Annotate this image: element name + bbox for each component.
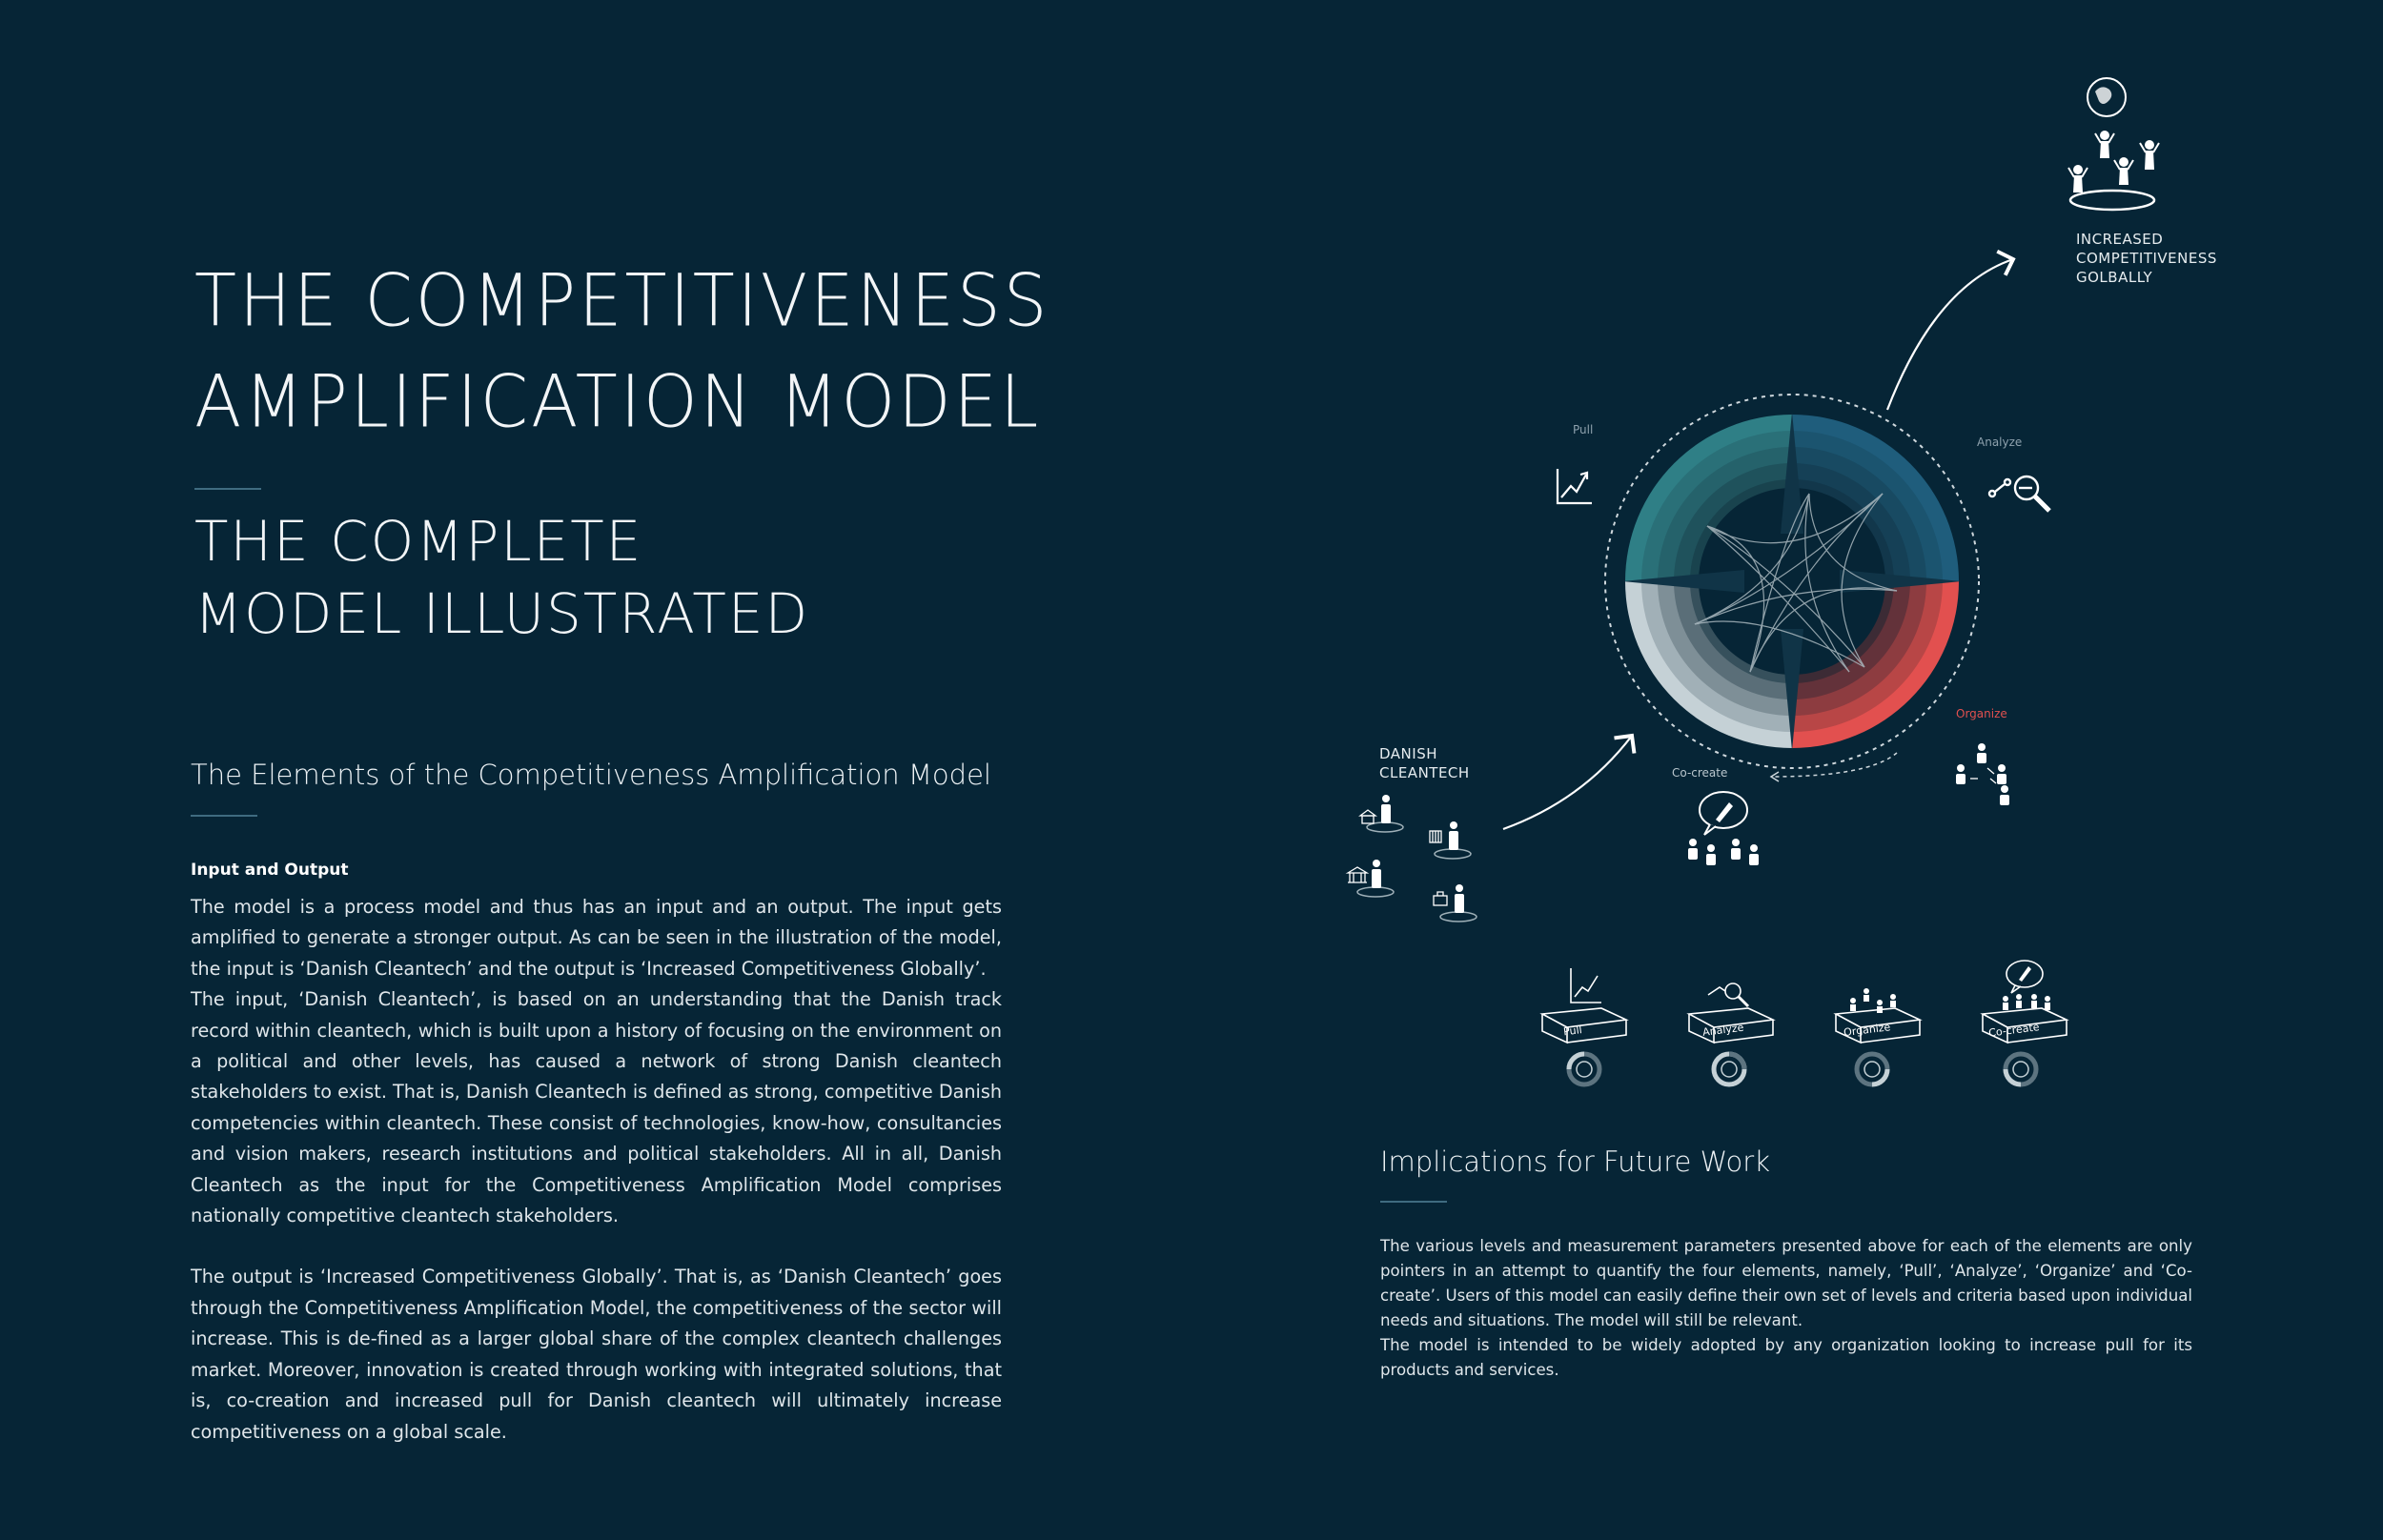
cocreate-speech-icon: [1700, 792, 1747, 835]
box-label-organize: Organize: [1843, 1021, 1891, 1040]
output-platform-icon: [2070, 191, 2154, 210]
globe-icon: [2088, 78, 2126, 116]
elements-paragraph-1: The model is a process model and thus has an input and an output. The input gets amplified to generate a stronger output. As can be seen in the illustration of the model, the input is ‘Danish Cleantech’ and the output is ‘Increased Competitiveness Globally’.: [191, 896, 1002, 980]
elements-body: [191, 892, 1002, 1448]
label-cocreate: Co-create: [1672, 766, 1728, 780]
title-line-2: AMPLIFICATION MODEL: [194, 358, 1042, 444]
elements-heading: The Elements of the Competitiveness Amplification Model: [191, 759, 991, 791]
input-people-icon: [1372, 795, 1464, 913]
organize-people-icon: [1956, 743, 2009, 805]
output-label-line-3: GOLBALLY: [2076, 269, 2153, 286]
implications-divider: [1380, 1201, 1447, 1203]
output-arrow: [1887, 259, 2013, 410]
input-output-heading: Input and Output: [191, 861, 349, 880]
subtitle-line-1: THE COMPLETE: [194, 509, 643, 574]
title-divider: [194, 488, 261, 490]
elements-paragraph-3: The output is ‘Increased Competitiveness Globally’. That is, as ‘Danish Cleantech’ goes through the Competitiveness Amplification Model, the competitiveness of the sector will increase. This is de-fined as a larger global share of the complex cleantech challenges market. Moreover, innovation is created through working with integrated solutions, that is, co-creation and increased pull for Danish cleantech will ultimately increase competitiveness on a global scale.: [191, 1266, 1002, 1443]
input-arrow: [1503, 736, 1632, 829]
box-label-analyze: Analyze: [1701, 1021, 1745, 1039]
input-label-line-1: DANISH: [1379, 745, 1437, 762]
box-pull: [1542, 968, 1626, 1043]
organize-arrows-icon: [1970, 768, 1996, 783]
elements-divider: [191, 815, 257, 817]
mini-dial-cocreate: [2006, 1054, 2036, 1084]
label-pull: Pull: [1573, 423, 1594, 436]
model-diagram: [1315, 57, 2269, 1105]
jumping-people-icon: [2073, 131, 2154, 192]
cocreate-dash-arrow: [1773, 753, 1897, 777]
implications-heading: Implications for Future Work: [1380, 1145, 1771, 1178]
pull-chart-icon: [1558, 469, 1592, 503]
page-subtitle: [194, 505, 809, 650]
output-label-line-1: INCREASED: [2076, 231, 2164, 248]
implications-body: [1380, 1234, 2192, 1383]
box-label-cocreate: Co-create: [1987, 1021, 2041, 1040]
analyze-magnifier-icon: [1989, 476, 2049, 511]
implications-paragraph-2: The model is intended to be widely adopted by any organization looking to increase pull for its products and services.: [1380, 1336, 2192, 1379]
page-title: [194, 250, 1049, 452]
cocreate-people-icon: [1688, 839, 1759, 865]
mini-dial-organize: [1857, 1054, 1887, 1084]
output-label-line-2: COMPETITIVENESS: [2076, 250, 2217, 267]
mini-dial-analyze: [1714, 1054, 1744, 1084]
elements-paragraph-2: The input, ‘Danish Cleantech’, is based on an understanding that the Danish track record within cleantech, which is built upon a history of focusing on the environment on a political and other levels, has caused a network of strong Danish cleantech stakeholders to exist. That is, Danish Cleantech is defined as strong, competitive Danish competencies within cleantech. These consist of technologies, know-how, consultancies and vision makers, research institutions and political stakeholders. All in all, Danish Cleantech as the input for the Competitiveness Amplification Model comprises nationally competitive cleantech stakeholders.: [191, 988, 1002, 1227]
input-label-line-2: CLEANTECH: [1379, 764, 1470, 781]
subtitle-line-2: MODEL ILLUSTRATED: [194, 581, 810, 646]
implications-paragraph-1: The various levels and measurement parameters presented above for each of the elements are only pointers in an attempt to quantify the four elements, namely, ‘Pull’, ‘Analyze’, ‘Organize’ and ‘Co-create’. Users of this model can easily define their own set of levels and criteria based upon individual needs and situations. The model will still be relevant.: [1380, 1237, 2192, 1329]
label-organize: Organize: [1956, 707, 2007, 720]
box-label-pull: Pull: [1562, 1023, 1583, 1039]
title-line-1: THE COMPETITIVENESS: [194, 257, 1050, 343]
label-analyze: Analyze: [1977, 436, 2023, 449]
mini-dial-pull: [1569, 1054, 1599, 1084]
